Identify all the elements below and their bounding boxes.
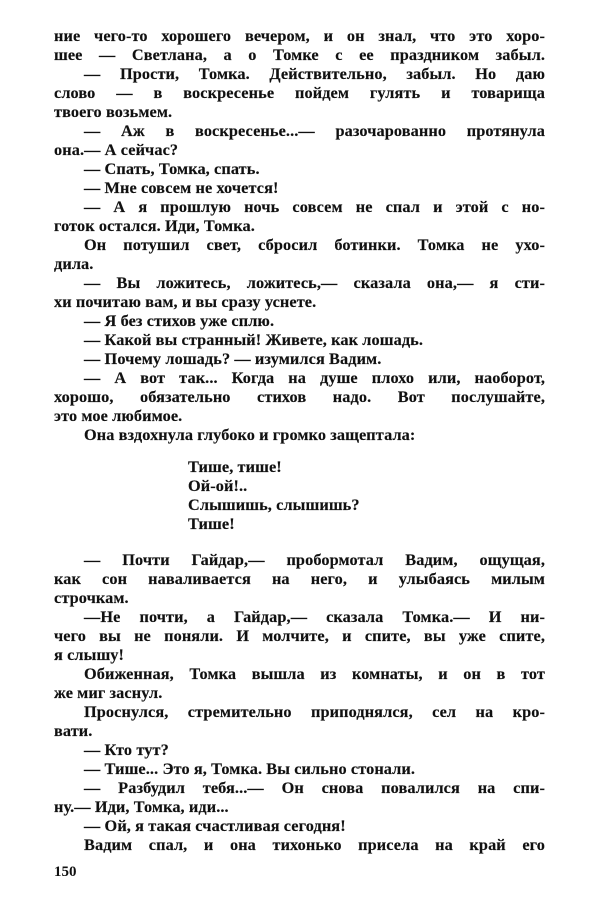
text-line: ние чего-то хорошего вечером, и он знал, что это хоро- [54,26,545,45]
text-line: ну.— Иди, Томка, иди... [54,797,229,816]
text-line: Проснулся, стремительно приподнялся, сел на кро- [84,702,545,721]
poem-line: Слышишь, слышишь? [188,495,360,514]
text-line: —Не почти, а Гайдар,— сказала Томка.— И ни- [84,607,545,626]
text-line: слово — в воскресенье пойдем гулять и товарища [54,83,545,102]
text-line: хорошо, обязательно стихов надо. Вот послушайте, [54,387,545,406]
text-line: — Какой вы странный! Живете, как лошадь. [84,330,424,349]
text-line: твоего возьмем. [54,102,173,121]
text-line: чего вы не поняли. И молчите, и спите, вы уже спите, [54,626,545,645]
poem-line: Тише! [188,514,235,533]
text-line: — Почти Гайдар,— пробормотал Вадим, ощущая, [84,550,545,569]
text-line: я слышу! [54,645,125,664]
text-line: же миг заснул. [54,683,163,702]
text-line: — Мне совсем не хочется! [84,178,279,197]
text-line: — А я прошлую ночь совсем не спал и этой с но- [84,197,545,216]
poem-line: Ой-ой!.. [188,476,248,495]
text-line: как сон наваливается на него, и улыбаясь милым [54,569,545,588]
text-line: хи почитаю вам, и вы сразу уснете. [54,292,317,311]
text-line: — Кто тут? [84,740,169,759]
text-line: — Спать, Томка, спать. [84,159,260,178]
text-line: — Почему лошадь? — изумился Вадим. [84,349,382,368]
text-line: — А вот так... Когда на душе плохо или, наоборот, [84,368,545,387]
text-line: это мое любимое. [54,406,183,425]
text-line: Вадим спал, и она тихонько присела на край его [84,835,545,854]
text-line: — Разбудил тебя...— Он снова повалился на спи- [84,778,545,797]
poem-line: Тише, тише! [188,457,282,476]
page-number: 150 [54,864,77,880]
text-line: — Ой, я такая счастливая сегодня! [84,816,346,835]
text-line: — Тише... Это я, Томка. Вы сильно стонали. [84,759,416,778]
text-line: — Аж в воскресенье...— разочарованно протянула [84,121,545,140]
text-line: Она вздохнула глубоко и громко защептала: [84,425,416,444]
text-line: готок остался. Иди, Томка. [54,216,255,235]
text-line: — Вы ложитесь, ложитесь,— сказала она,— я сти- [84,273,545,292]
text-line: строчкам. [54,588,129,607]
text-line: шее — Светлана, а о Томке с ее праздником забыл. [54,45,545,64]
text-line: дила. [54,254,94,273]
text-line: — Я без стихов уже сплю. [84,311,275,330]
text-line: — Прости, Томка. Действительно, забыл. Но даю [84,64,545,83]
text-line: Он потушил свет, сбросил ботинки. Томка не ухо- [84,235,545,254]
text-line: вати. [54,721,93,740]
text-line: Обиженная, Томка вышла из комнаты, и он в тот [84,664,545,683]
text-line: она.— А сейчас? [54,140,179,159]
